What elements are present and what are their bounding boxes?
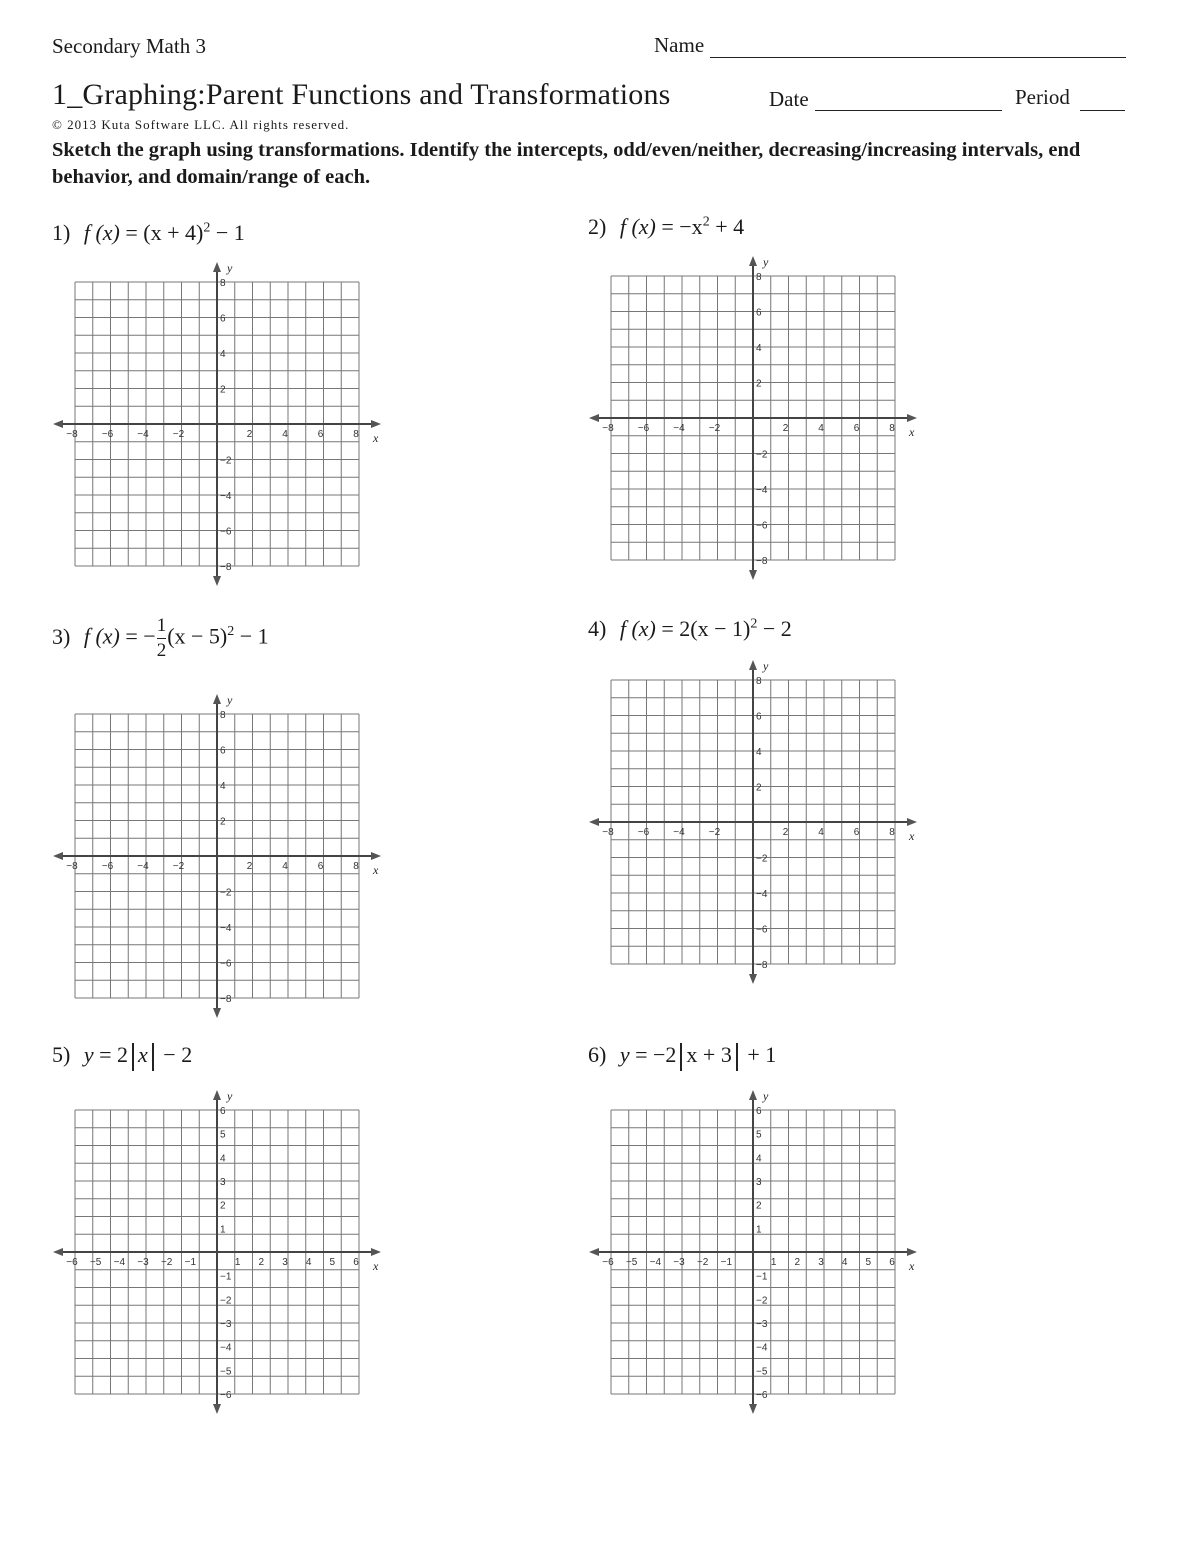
x-tick-label: 4 xyxy=(841,1257,848,1268)
y-tick-label: 3 xyxy=(220,1177,226,1188)
absolute-value-bar xyxy=(132,1043,134,1071)
y-tick-label: −2 xyxy=(756,449,768,461)
y-tick-label: −3 xyxy=(756,1319,768,1330)
x-tick-label: −8 xyxy=(66,861,78,872)
y-tick-label: 3 xyxy=(756,1177,762,1188)
y-tick-label: 8 xyxy=(220,710,226,721)
y-tick-label: 6 xyxy=(220,313,226,325)
x-tick-label: 4 xyxy=(282,429,288,440)
x-tick-label: 4 xyxy=(818,827,824,838)
function-lhs: y xyxy=(619,1042,630,1067)
y-tick-label: −2 xyxy=(220,455,232,467)
y-tick-label: −4 xyxy=(220,491,232,502)
x-tick-label: −5 xyxy=(89,1257,102,1268)
arrow-icon xyxy=(749,1404,757,1414)
problem-4-equation xyxy=(588,616,792,642)
date-field-line[interactable] xyxy=(815,110,1002,111)
arrow-icon xyxy=(589,414,599,422)
arrow-icon xyxy=(749,660,757,670)
expression-part: = 2 xyxy=(99,1042,129,1067)
arrow-icon xyxy=(53,420,63,428)
y-tick-label: 2 xyxy=(220,384,226,396)
y-tick-label: −2 xyxy=(220,1295,232,1307)
y-tick-label: 6 xyxy=(756,1106,762,1117)
expression-part: = −x xyxy=(661,214,703,239)
y-tick-label: −1 xyxy=(220,1271,232,1283)
arrow-icon xyxy=(53,852,63,860)
x-tick-label: −6 xyxy=(637,423,650,434)
problem-number: 5) xyxy=(52,1042,71,1067)
x-tick-label: −6 xyxy=(101,861,114,872)
function-lhs: f (x) xyxy=(619,616,656,641)
coordinate-grid-5[interactable] xyxy=(52,1086,387,1418)
y-tick-label: 8 xyxy=(756,272,762,283)
problem-1-equation xyxy=(52,220,245,246)
y-axis-label: y xyxy=(763,255,769,269)
arrow-icon xyxy=(213,1404,221,1414)
x-axis-label: x xyxy=(909,829,915,843)
coordinate-grid-6[interactable] xyxy=(588,1086,923,1418)
y-tick-label: 1 xyxy=(220,1224,226,1236)
x-tick-label: −1 xyxy=(720,1257,733,1268)
y-axis-label: y xyxy=(227,1089,233,1103)
x-tick-label: −4 xyxy=(137,861,149,872)
y-tick-label: 4 xyxy=(220,1153,226,1165)
x-tick-label: 1 xyxy=(234,1257,241,1268)
y-tick-label: 2 xyxy=(756,378,762,390)
y-tick-label: 2 xyxy=(220,816,226,828)
absolute-value-bar xyxy=(680,1043,682,1071)
y-tick-label: 4 xyxy=(756,747,762,758)
fraction-denominator: 2 xyxy=(156,640,167,661)
x-tick-label: −8 xyxy=(66,429,78,440)
x-tick-label: 2 xyxy=(246,429,253,440)
x-tick-label: −3 xyxy=(673,1257,685,1268)
exponent: 2 xyxy=(227,624,235,640)
x-tick-label: −2 xyxy=(708,423,721,434)
x-tick-label: −2 xyxy=(696,1257,709,1268)
expression-part: − 1 xyxy=(234,623,269,649)
expression-part: + 1 xyxy=(741,1042,777,1067)
y-tick-label: −3 xyxy=(220,1319,232,1330)
arrow-icon xyxy=(749,1090,757,1100)
arrow-icon xyxy=(213,262,221,272)
y-axis-label: y xyxy=(763,1089,769,1103)
name-label: Name xyxy=(654,33,705,57)
arrow-icon xyxy=(749,570,757,580)
x-tick-label: 3 xyxy=(282,1257,288,1268)
x-tick-label: 3 xyxy=(818,1257,824,1268)
copyright-notice: © 2013 Kuta Software LLC. All rights reserved. xyxy=(52,117,350,132)
expression-part: + 4 xyxy=(709,214,745,239)
y-tick-label: 6 xyxy=(756,711,762,723)
problem-5-equation xyxy=(52,1042,192,1071)
x-tick-label: 2 xyxy=(782,423,789,434)
x-tick-label: −4 xyxy=(649,1257,662,1268)
y-tick-label: 4 xyxy=(756,1153,762,1165)
expression-part: (x − 5) xyxy=(167,623,228,649)
x-tick-label: 5 xyxy=(865,1257,872,1268)
y-tick-label: 1 xyxy=(756,1224,762,1236)
x-tick-label: −8 xyxy=(602,827,614,838)
x-axis-label: x xyxy=(909,1259,915,1273)
y-tick-label: −8 xyxy=(220,994,232,1005)
y-tick-label: 6 xyxy=(220,1106,226,1117)
x-tick-label: 8 xyxy=(889,423,895,434)
expression-part: − 2 xyxy=(157,1042,193,1067)
coordinate-grid-4[interactable] xyxy=(588,656,923,988)
expression-part: = −2 xyxy=(635,1042,677,1067)
x-tick-label: 2 xyxy=(794,1257,801,1268)
problem-number: 1) xyxy=(52,220,71,245)
x-tick-label: 1 xyxy=(770,1257,777,1268)
y-tick-label: −8 xyxy=(756,556,768,567)
x-axis-label: x xyxy=(909,425,915,439)
x-tick-label: 5 xyxy=(329,1257,336,1268)
x-tick-label: 6 xyxy=(317,861,324,872)
y-tick-label: −4 xyxy=(220,1342,232,1354)
y-tick-label: 6 xyxy=(756,307,762,319)
x-tick-label: 6 xyxy=(853,423,860,434)
course-name: Secondary Math 3 xyxy=(52,34,206,58)
arrow-icon xyxy=(749,256,757,266)
arrow-icon xyxy=(213,576,221,586)
expression-part: = − xyxy=(125,623,156,649)
x-axis-label: x xyxy=(373,863,379,877)
y-tick-label: 2 xyxy=(220,1200,226,1212)
worksheet-title: 1_Graphing:Parent Functions and Transformations xyxy=(52,78,671,111)
function-lhs: f (x) xyxy=(619,214,656,239)
arrow-icon xyxy=(907,1248,917,1256)
x-tick-label: −2 xyxy=(160,1257,173,1268)
x-tick-label: −4 xyxy=(137,429,149,440)
exponent: 2 xyxy=(702,214,710,230)
x-axis-label: x xyxy=(373,1259,379,1273)
y-tick-label: 2 xyxy=(756,1200,762,1212)
y-tick-label: 5 xyxy=(756,1129,762,1141)
y-tick-label: −2 xyxy=(756,853,768,865)
function-lhs: f (x) xyxy=(83,220,120,245)
y-tick-label: −2 xyxy=(756,1295,768,1307)
x-tick-label: −6 xyxy=(602,1257,614,1268)
y-tick-label: 4 xyxy=(220,349,226,360)
x-tick-label: −6 xyxy=(101,429,114,440)
fraction xyxy=(157,614,167,663)
absolute-value-inside: x + 3 xyxy=(686,1042,732,1067)
x-tick-label: 2 xyxy=(782,827,789,838)
arrow-icon xyxy=(907,818,917,826)
x-tick-label: 4 xyxy=(282,861,288,872)
problem-6-equation xyxy=(588,1042,776,1071)
arrow-icon xyxy=(589,1248,599,1256)
function-lhs: y xyxy=(83,1042,94,1067)
arrow-icon xyxy=(213,1008,221,1018)
y-tick-label: −4 xyxy=(756,889,768,900)
y-axis-label: y xyxy=(763,659,769,673)
x-tick-label: −6 xyxy=(637,827,650,838)
x-tick-label: 4 xyxy=(305,1257,312,1268)
arrow-icon xyxy=(371,420,381,428)
coordinate-grid-3[interactable] xyxy=(52,690,387,1022)
function-lhs: f (x) xyxy=(83,623,120,649)
coordinate-grid-1[interactable] xyxy=(52,258,387,590)
y-tick-label: 4 xyxy=(756,343,762,354)
problem-3-equation xyxy=(52,614,269,663)
x-tick-label: −4 xyxy=(673,827,685,838)
y-tick-label: −2 xyxy=(220,887,232,899)
y-tick-label: −8 xyxy=(756,960,768,971)
y-tick-label: −6 xyxy=(220,1390,232,1401)
problem-number: 4) xyxy=(588,616,607,641)
period-label: Period xyxy=(1015,85,1070,109)
problem-number: 2) xyxy=(588,214,607,239)
x-tick-label: −8 xyxy=(602,423,614,434)
y-tick-label: −6 xyxy=(756,520,768,532)
y-tick-label: −4 xyxy=(756,1342,768,1354)
y-tick-label: 6 xyxy=(220,745,226,757)
y-axis-label: y xyxy=(227,693,233,707)
y-tick-label: 8 xyxy=(756,676,762,687)
x-tick-label: −3 xyxy=(137,1257,149,1268)
y-tick-label: 2 xyxy=(756,782,762,794)
arrow-icon xyxy=(213,1090,221,1100)
x-tick-label: 6 xyxy=(889,1257,895,1268)
period-field-line[interactable] xyxy=(1080,110,1125,111)
y-axis-label: y xyxy=(227,261,233,275)
problem-2-equation xyxy=(588,214,744,240)
y-tick-label: −6 xyxy=(756,1390,768,1401)
x-tick-label: 6 xyxy=(353,1257,359,1268)
exponent: 2 xyxy=(750,616,758,632)
arrow-icon xyxy=(371,852,381,860)
y-tick-label: 5 xyxy=(220,1129,226,1141)
fraction-numerator: 1 xyxy=(156,615,167,636)
absolute-value-bar xyxy=(736,1043,738,1071)
y-tick-label: 8 xyxy=(220,278,226,289)
expression-part: − 2 xyxy=(757,616,792,641)
y-tick-label: −6 xyxy=(220,526,232,538)
x-tick-label: −2 xyxy=(172,861,185,872)
arrow-icon xyxy=(589,818,599,826)
x-tick-label: 8 xyxy=(353,429,359,440)
name-field-line[interactable] xyxy=(710,57,1126,58)
date-label: Date xyxy=(769,87,809,111)
x-tick-label: −1 xyxy=(184,1257,197,1268)
absolute-value-inside: x xyxy=(138,1042,148,1067)
y-tick-label: −5 xyxy=(756,1366,768,1378)
x-tick-label: −6 xyxy=(66,1257,78,1268)
y-tick-label: −4 xyxy=(756,485,768,496)
x-tick-label: 8 xyxy=(353,861,359,872)
arrow-icon xyxy=(371,1248,381,1256)
x-tick-label: 4 xyxy=(818,423,824,434)
expression-part: = 2(x − 1) xyxy=(661,616,751,641)
y-tick-label: −4 xyxy=(220,923,232,934)
x-tick-label: −4 xyxy=(673,423,685,434)
x-tick-label: 6 xyxy=(853,827,860,838)
x-tick-label: 8 xyxy=(889,827,895,838)
y-tick-label: −5 xyxy=(220,1366,232,1378)
arrow-icon xyxy=(907,414,917,422)
y-tick-label: −6 xyxy=(756,924,768,936)
x-tick-label: −4 xyxy=(113,1257,126,1268)
arrow-icon xyxy=(749,974,757,984)
y-tick-label: −8 xyxy=(220,562,232,573)
instructions: Sketch the graph using transformations. Identify the intercepts, odd/even/neither, decreasing/increasing intervals, end behavior, and domain/range of each. xyxy=(52,139,1081,188)
x-axis-label: x xyxy=(373,431,379,445)
x-tick-label: 2 xyxy=(258,1257,265,1268)
expression-part: = (x + 4) xyxy=(125,220,204,245)
arrow-icon xyxy=(213,694,221,704)
absolute-value-bar xyxy=(152,1043,154,1071)
x-tick-label: 2 xyxy=(246,861,253,872)
problem-number: 3) xyxy=(52,623,71,649)
y-tick-label: −6 xyxy=(220,958,232,970)
exponent: 2 xyxy=(203,220,211,236)
x-tick-label: −2 xyxy=(172,429,185,440)
arrow-icon xyxy=(53,1248,63,1256)
expression-part: − 1 xyxy=(210,220,245,245)
problem-number: 6) xyxy=(588,1042,607,1067)
x-tick-label: −2 xyxy=(708,827,721,838)
y-tick-label: −1 xyxy=(756,1271,768,1283)
x-tick-label: −5 xyxy=(625,1257,638,1268)
coordinate-grid-2[interactable] xyxy=(588,252,923,584)
x-tick-label: 6 xyxy=(317,429,324,440)
y-tick-label: 4 xyxy=(220,781,226,792)
